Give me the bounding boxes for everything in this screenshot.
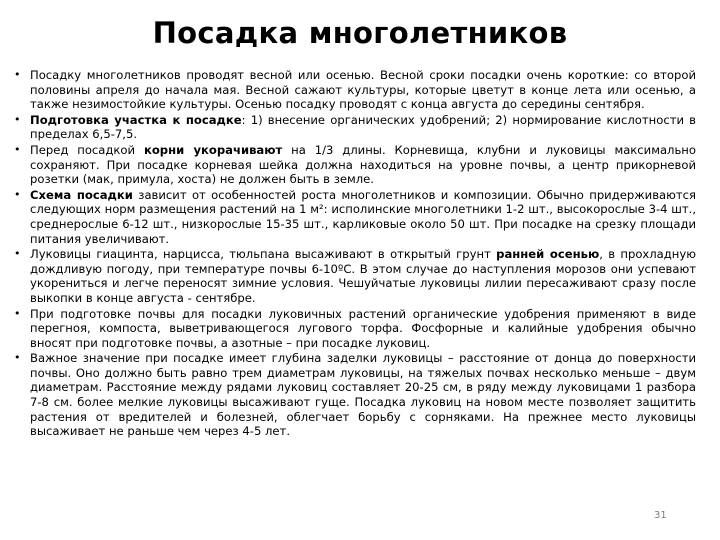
bullet-item bbox=[14, 307, 696, 351]
bullet-text: : 1) внесение органических удобрений; 2) нормирование кислотности в пределах 6,5-7,5. bbox=[30, 112, 696, 142]
bullet-dot-icon: • bbox=[14, 187, 21, 201]
bullet-emphasis-text: Схема посадки bbox=[30, 187, 133, 202]
bullet-dot-icon: • bbox=[14, 142, 21, 156]
bullet-dot-icon: • bbox=[14, 306, 21, 320]
slide-title: Посадка многолетников bbox=[152, 16, 568, 50]
bullet-list bbox=[14, 68, 696, 440]
bullet-text: зависит от особенностей роста многолетников и композиции. Обычно придерживаются следующих норм размещения растений на 1 м²: исполинские многолетники 1-2 шт., высокорослые 3-4 шт., среднерослые 6-12 шт., низкорослые 15-35 шт., карликовые около 50 шт. При посадке на срезку площади питания увеличивают. bbox=[30, 187, 696, 246]
bullet-dot-icon: • bbox=[14, 112, 21, 126]
bullet-dot-icon: • bbox=[14, 351, 21, 365]
bullet-item bbox=[14, 143, 696, 187]
bullet-item bbox=[14, 351, 696, 439]
bullet-dot-icon: • bbox=[14, 247, 21, 261]
bullet-emphasis-text: Подготовка участка к посадке bbox=[30, 112, 242, 127]
bullet-item bbox=[14, 247, 696, 305]
bullet-text: на 1/3 длины. Корневища, клубни и луковицы максимально сохраняют. При посадке корневая шейка должна находиться на уровне почвы, а центр прикорневой розетки (мак, примула, хоста) не должен быть в земле. bbox=[30, 142, 696, 187]
bullet-text: Посадку многолетников проводят весной или осенью. Весной сроки посадки очень короткие: со второй половины апреля до начала мая. Весной сажают культуры, которые цветут в конце лета или осенью, а также незимостойкие культуры. Осенью посадку проводят с конца августа до середины сентября. bbox=[30, 68, 696, 112]
bullet-item bbox=[14, 188, 696, 246]
bullet-item bbox=[14, 68, 696, 112]
bullet-text: Важное значение при посадке имеет глубина заделки луковицы – расстояние от донца до поверхности почвы. Оно должно быть равно трем диаметрам луковицы, на тяжелых почвах несколько меньше – двум диаметрам. Расстояние между рядами луковиц составляет 20-25 см, в ряду между луковицами 1 разбора 7-8 см. более мелкие луковицы высаживают гуще. Посадка луковиц на новом месте позволяет защитить растения от вредителей и болезней, облегчает борьбу с сорняками. На прежнее место луковицы высаживает не раньше чем через 4-5 лет. bbox=[30, 351, 696, 439]
bullet-text: , в прохладную дождливую погоду, при температуре почвы 6-10ºС. В этом случае до наступления морозов они успевают укорениться и легче переносят зимние условия. Чешуйчатые луковицы лилии пересаживают сразу после выкопки в конце августа - сентябре. bbox=[30, 247, 697, 305]
bullet-dot-icon: • bbox=[14, 68, 21, 81]
bullet-emphasis-text: ранней осенью bbox=[496, 247, 600, 262]
bullet-text: Перед посадкой bbox=[30, 142, 144, 157]
page-number: 31 bbox=[654, 510, 667, 521]
bullet-item bbox=[14, 113, 696, 142]
bullet-text: Луковицы гиацинта, нарцисса, тюльпана высаживают в открытый грунт bbox=[30, 247, 497, 262]
bullet-emphasis-text: корни укорачивают bbox=[143, 142, 283, 157]
bullet-text: При подготовке почвы для посадки луковичных растений органические удобрения применяют в виде перегноя, компоста, выветривающегося лугового торфа. Фосфорные и калийные удобрения обычно вносят при подготовке почвы, а азотные – при посадке луковиц. bbox=[30, 306, 696, 350]
